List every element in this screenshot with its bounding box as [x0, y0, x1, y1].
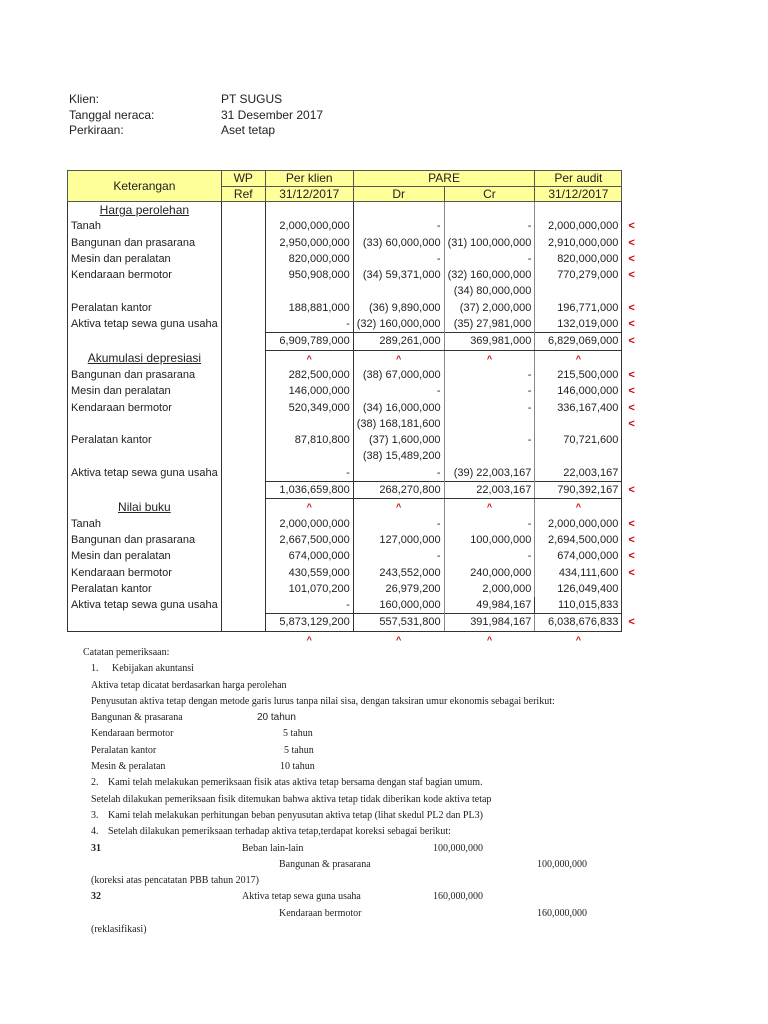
col-keterangan: Keterangan	[68, 171, 222, 202]
journal-memo: (koreksi atas pencatatan PBB tahun 2017)	[91, 875, 260, 887]
table-row: Kendaraan bermotor 520,349,000 (34) 16,000,000 - 336,167,400 <	[68, 400, 646, 416]
client-label: Klien:	[69, 92, 100, 106]
note-item-2: 2. Kami telah melakukan pemeriksaan fisik atas aktiva tetap bersama dengan staf bagian umum.	[91, 777, 483, 789]
check-mark: <	[628, 484, 635, 497]
total-row	[68, 614, 646, 631]
table-row: Peralatan kantor 188,881,000 (36) 9,890,000 (37) 2,000,000 196,771,000 <	[68, 300, 646, 316]
fixed-assets-table	[67, 170, 646, 648]
tick-mark: ^	[306, 634, 312, 645]
note-item-4: 4. Setelah dilakukan pemeriksaan terhadap aktiva tetap,terdapat koreksi sebagai berikut:	[91, 826, 451, 838]
table-row: Kendaraan bermotor 430,559,000 243,552,000 240,000,000 434,111,600 <	[68, 565, 646, 581]
journal-number: 31	[91, 842, 101, 854]
note-item-3: 3. Kami telah melakukan perhitungan beban penyusutan aktiva tetap (lihat skedul PL2 dan PL3)	[91, 809, 483, 821]
note-line: Setelah dilakukan pemeriksaan fisik ditemukan bahwa aktiva tetap tidak diberikan kode aktiva tetap	[91, 793, 492, 805]
total-dr: 557,531,800	[353, 614, 444, 631]
balance-date-label: Tanggal neraca:	[69, 107, 155, 122]
table-row: Aktiva tetap sewa guna usaha - - (39) 22,003,167 22,003,167	[68, 465, 646, 482]
tick-mark: ^	[575, 353, 581, 364]
table-row: (34) 80,000,000	[68, 283, 646, 299]
check-mark: <	[628, 269, 635, 282]
table-row: Peralatan kantor 87,810,800 (37) 1,600,000 - 70,721,600	[68, 432, 646, 448]
check-mark: <	[628, 318, 635, 331]
check-mark: <	[628, 252, 635, 265]
balance-date-value: 31 Desember 2017	[221, 107, 324, 122]
total-audit: 6,829,069,000	[535, 333, 622, 350]
total-row	[68, 333, 646, 350]
account-row	[69, 123, 323, 139]
account-value: Aset tetap	[221, 123, 276, 137]
journal-entry-debit: 32 Aktiva tetap sewa guna usaha 160,000,000	[85, 889, 645, 905]
total-cr: 369,981,000	[444, 333, 535, 350]
check-mark: <	[628, 417, 635, 430]
total-row	[68, 482, 646, 499]
table-row: Mesin dan peralatan 674,000,000 - - 674,000,000 <	[68, 548, 646, 564]
useful-life-row: Bangunan & prasarana 20 tahun	[91, 712, 296, 724]
section-title-akumulasi: Akumulasi depresiasi	[68, 350, 222, 367]
total-klien: 1,036,659,800	[265, 482, 353, 499]
check-mark: <	[628, 385, 635, 398]
col-pare: PARE	[353, 171, 535, 187]
tick-mark: ^	[306, 353, 312, 364]
client-value: PT SUGUS	[221, 92, 283, 106]
table-row: Mesin dan peralatan 146,000,000 - - 146,000,000 <	[68, 383, 646, 399]
check-mark: <	[628, 533, 635, 546]
tick-mark: ^	[486, 353, 493, 364]
check-mark: <	[628, 550, 635, 563]
col-per-audit-date: 31/12/2017	[535, 186, 622, 202]
col-wp: WP	[221, 171, 265, 187]
col-per-audit: Per audit	[535, 171, 622, 187]
note-item-1: 1. Kebijakan akuntansi	[91, 663, 194, 675]
check-mark: <	[628, 301, 635, 314]
tick-mark: ^	[396, 502, 402, 513]
check-mark: <	[628, 236, 635, 249]
table-row: Bangunan dan prasarana 282,500,000 (38) 67,000,000 - 215,500,000 <	[68, 367, 646, 383]
total-audit: 790,392,167	[535, 482, 622, 499]
check-mark: <	[628, 220, 635, 233]
table-row: Mesin dan peralatan 820,000,000 - - 820,000,000 <	[68, 251, 646, 267]
table-row: Peralatan kantor 101,070,200 26,979,200 2,000,000 126,049,400	[68, 581, 646, 597]
useful-life-row: Peralatan kantor 5 tahun	[91, 744, 314, 756]
table-row: Aktiva tetap sewa guna usaha - 160,000,000 49,984,167 110,015,833	[68, 597, 646, 614]
client-row	[69, 92, 323, 108]
tick-mark: ^	[486, 502, 493, 513]
notes-title: Catatan pemeriksaan:	[83, 647, 170, 658]
table-row: Tanah 2,000,000,000 - - 2,000,000,000 <	[68, 516, 646, 532]
table-row: Bangunan dan prasarana 2,667,500,000 127,000,000 100,000,000 2,694,500,000 <	[68, 532, 646, 548]
section-header-row	[68, 499, 646, 516]
tick-mark: ^	[486, 634, 493, 645]
audit-notes	[85, 645, 645, 938]
table-row: Tanah 2,000,000,000 - - 2,000,000,000 <	[68, 218, 646, 234]
total-dr: 268,270,800	[353, 482, 444, 499]
check-mark: <	[628, 335, 635, 348]
total-audit: 6,038,676,833	[535, 614, 622, 631]
tick-mark: ^	[396, 353, 402, 364]
journal-entry-credit: Kendaraan bermotor 160,000,000	[279, 907, 587, 919]
col-dr: Dr	[353, 186, 444, 202]
document-header	[69, 92, 323, 139]
table-row: Aktiva tetap sewa guna usaha - (32) 160,000,000 (35) 27,981,000 132,019,000 <	[68, 316, 646, 333]
useful-life-row: Mesin & peralatan 10 tahun	[91, 761, 315, 773]
journal-number: 32	[91, 891, 101, 903]
table-row: Bangunan dan prasarana 2,950,000,000 (33) 60,000,000 (31) 100,000,000 2,910,000,000 <	[68, 235, 646, 251]
col-per-klien: Per klien	[265, 171, 353, 187]
note-line: Penyusutan aktiva tetap dengan metode garis lurus tanpa nilai sisa, dengan taksiran umur ekonomis sebagai berikut:	[91, 695, 555, 707]
tick-mark: ^	[575, 502, 581, 513]
col-ref: Ref	[221, 186, 265, 202]
tick-mark: ^	[306, 502, 312, 513]
section-header-row	[68, 350, 646, 367]
tick-mark: ^	[396, 634, 402, 645]
col-per-klien-date: 31/12/2017	[265, 186, 353, 202]
journal-memo: (reklasifikasi)	[91, 924, 147, 936]
total-klien: 5,873,129,200	[265, 614, 353, 631]
table-row: (38) 15,489,200	[68, 448, 646, 464]
col-cr: Cr	[444, 186, 535, 202]
total-cr: 22,003,167	[444, 482, 535, 499]
check-mark: <	[628, 401, 635, 414]
check-mark: <	[628, 616, 635, 629]
total-dr: 289,261,000	[353, 333, 444, 350]
useful-life-row: Kendaraan bermotor 5 tahun	[91, 728, 313, 740]
journal-entry-credit: Bangunan & prasarana 100,000,000	[279, 858, 587, 870]
tick-mark: ^	[575, 634, 581, 645]
section-header-row	[68, 202, 646, 219]
section-title-nilai-buku: Nilai buku	[68, 499, 222, 516]
total-cr: 391,984,167	[444, 614, 535, 631]
balance-date-row	[69, 108, 323, 124]
check-mark: <	[628, 368, 635, 381]
table-row: (38) 168,181,600 <	[68, 416, 646, 432]
check-mark: <	[628, 517, 635, 530]
total-klien: 6,909,789,000	[265, 333, 353, 350]
note-line: Aktiva tetap dicatat berdasarkan harga perolehan	[91, 679, 287, 691]
table-row: Kendaraan bermotor 950,908,000 (34) 59,371,000 (32) 160,000,000 770,279,000 <	[68, 267, 646, 283]
check-mark: <	[628, 566, 635, 579]
account-label: Perkiraan:	[69, 123, 124, 137]
journal-entry-debit: 31 Beban lain-lain 100,000,000	[85, 841, 645, 857]
section-title-harga: Harga perolehan	[68, 202, 222, 219]
